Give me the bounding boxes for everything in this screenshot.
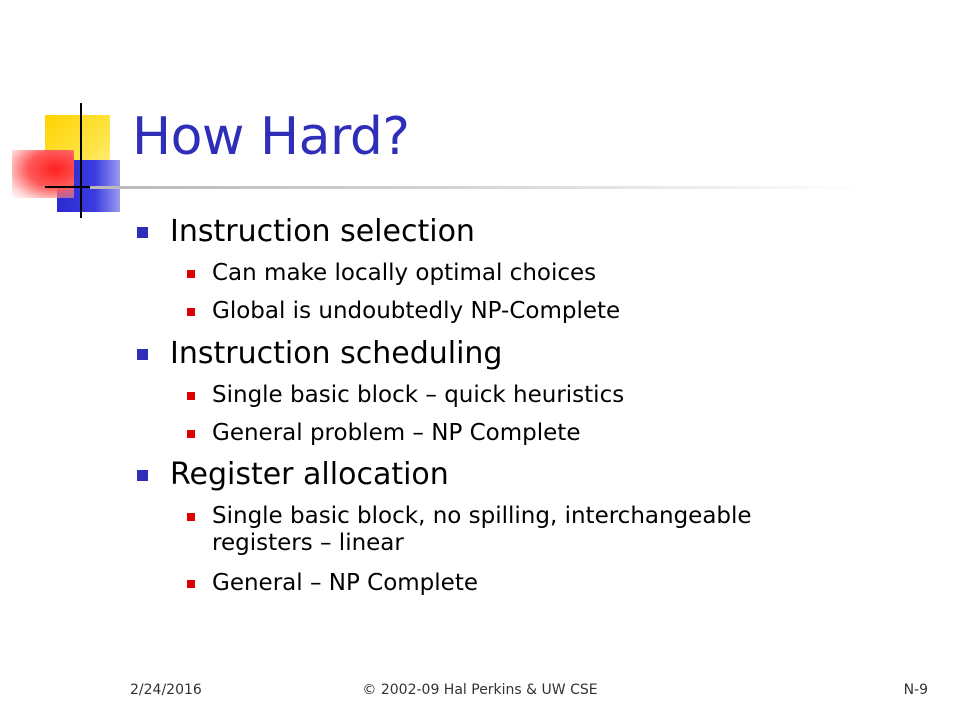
sub-bullet-text-continued: registers – linear — [212, 530, 404, 556]
square-bullet-icon — [187, 308, 195, 316]
footer-date: 2/24/2016 — [130, 682, 202, 698]
bullet-text: Instruction selection — [170, 214, 475, 249]
title-underline — [90, 186, 870, 189]
sub-bullet-text: General – NP Complete — [212, 570, 478, 596]
square-bullet-icon — [187, 513, 195, 521]
bullet-item — [170, 336, 502, 372]
bullet-text: Register allocation — [170, 457, 449, 492]
square-bullet-icon — [187, 430, 195, 438]
bullet-text: Instruction scheduling — [170, 336, 503, 371]
sub-bullet-item — [212, 503, 752, 557]
logo-red-square — [12, 150, 74, 198]
bullet-item — [170, 214, 475, 250]
sub-bullet-item — [212, 570, 478, 597]
footer-copyright: © 2002-09 Hal Perkins & UW CSE — [362, 682, 598, 698]
sub-bullet-text: General problem – NP Complete — [212, 420, 581, 446]
square-bullet-icon — [187, 270, 195, 278]
sub-bullet-text: Can make locally optimal choices — [212, 260, 597, 286]
logo-vertical-line — [80, 103, 82, 218]
sub-bullet-text: Global is undoubtedly NP-Complete — [212, 298, 621, 324]
sub-bullet-text: Single basic block – quick heuristics — [212, 382, 625, 408]
square-bullet-icon — [137, 227, 148, 238]
sub-bullet-item — [212, 382, 624, 409]
square-bullet-icon — [187, 580, 195, 588]
sub-bullet-item — [212, 420, 580, 447]
square-bullet-icon — [137, 470, 148, 481]
footer-page-number: N-9 — [903, 682, 928, 698]
square-bullet-icon — [137, 349, 148, 360]
sub-bullet-item — [212, 260, 596, 287]
sub-bullet-text: Single basic block, no spilling, interchangeable — [212, 503, 752, 529]
square-bullet-icon — [187, 392, 195, 400]
slide-title: How Hard? — [132, 107, 410, 167]
sub-bullet-item — [212, 298, 620, 325]
bullet-item — [170, 457, 449, 493]
